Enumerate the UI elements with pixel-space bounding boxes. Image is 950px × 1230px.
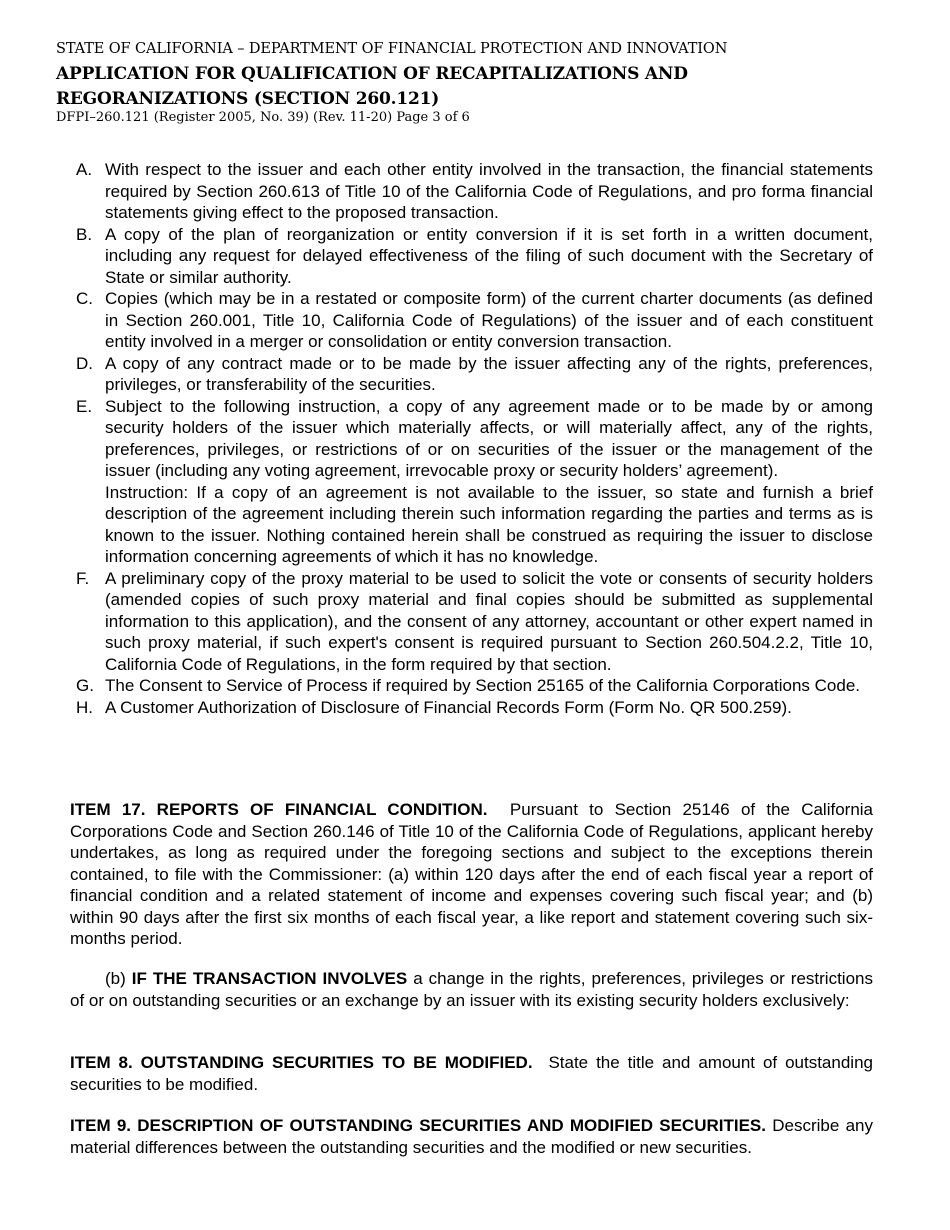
exhibit-item-a xyxy=(76,159,873,224)
item-8-paragraph xyxy=(70,1052,873,1095)
exhibit-text: Subject to the following instruction, a copy of any agreement made or to be made by or among security holders of the issuer which materially affects, or will materially affect, any of the rights, preferences, privileges, or restrictions of or on securities of the issuer or the management of the issuer (including any voting agreement, irrevocable proxy or security holders’ agreement). xyxy=(105,396,873,480)
exhibit-marker: D. xyxy=(76,353,93,373)
section-b-paragraph xyxy=(70,968,873,1011)
exhibit-text: A copy of the plan of reorganization or entity conversion if it is set forth in a written document, including any request for delayed effectiveness of the filing of such document with the Secretary of State or similar authority. xyxy=(105,224,873,287)
exhibit-item-c xyxy=(76,288,873,353)
item-8-text: State the title and amount of outstanding securities to be modified. xyxy=(70,1053,873,1094)
item-17-heading: ITEM 17. REPORTS OF FINANCIAL CONDITION. xyxy=(70,800,488,819)
section-b-prefix: (b) xyxy=(105,969,126,988)
exhibit-text: A Customer Authorization of Disclosure of Financial Records Form (Form No. QR 500.259). xyxy=(105,697,792,717)
form-title: APPLICATION FOR QUALIFICATION OF RECAPITALIZATIONS AND REGORANIZATIONS (SECTION 260.121) xyxy=(56,64,688,109)
exhibit-text: A copy of any contract made or to be made by the issuer affecting any of the rights, preferences, privileges, or transferability of the securities. xyxy=(105,353,873,394)
section-b-text: a change in the rights, preferences, privileges or restrictions of or on outstanding securities or an exchange by an issuer with its existing security holders exclusively: xyxy=(70,969,873,1010)
section-b-heading: IF THE TRANSACTION INVOLVES xyxy=(131,969,408,988)
exhibit-item-h xyxy=(76,697,873,719)
exhibit-text: The Consent to Service of Process if required by Section 25165 of the California Corporations Code. xyxy=(105,676,861,695)
exhibit-marker: C. xyxy=(76,289,93,308)
item-8-heading: ITEM 8. OUTSTANDING SECURITIES TO BE MODIFIED. xyxy=(70,1053,533,1072)
item-17-paragraph xyxy=(70,799,873,950)
exhibit-instruction: Instruction: If a copy of an agreement is not available to the issuer, so state and furnish a brief description of the agreement including therein such information regarding the parties and terms as is known to the issuer. Nothing contained herein shall be construed as requiring the issuer to disclose information concerning agreements of which it has no knowledge. xyxy=(105,482,873,566)
agency-header: STATE OF CALIFORNIA – DEPARTMENT OF FINANCIAL PROTECTION AND INNOVATION xyxy=(56,41,728,57)
exhibit-item-e xyxy=(76,396,873,568)
item-9-paragraph xyxy=(70,1115,873,1158)
exhibit-item-b xyxy=(76,224,873,289)
exhibit-marker: H. xyxy=(76,697,93,717)
exhibit-marker: B. xyxy=(76,224,93,244)
exhibit-text: With respect to the issuer and each other entity involved in the transaction, the financial statements required by Section 260.613 of Title 10 of the California Code of Regulations, and pro forma financial statements giving effect to the proposed transaction. xyxy=(105,160,873,222)
item-9-heading: ITEM 9. DESCRIPTION OF OUTSTANDING SECURITIES AND MODIFIED SECURITIES. xyxy=(70,1116,766,1135)
form-info: DFPI–260.121 (Register 2005, No. 39) (Rev. 11-20) Page 3 of 6 xyxy=(56,110,470,125)
exhibit-text: Copies (which may be in a restated or composite form) of the current charter documents (as defined in Section 260.001, Title 10, California Code of Regulations) of the issuer and of each constituent entity involved in a merger or consolidation or entity conversion transaction. xyxy=(105,289,873,351)
exhibit-text: A preliminary copy of the proxy material to be used to solicit the vote or consents of security holders (amended copies of such proxy material and final copies should be submitted as supplemental information to this application), and the consent of any attorney, accountant or other expert named in such proxy material, if such expert's consent is required pursuant to Section 260.504.2.2, Title 10, California Code of Regulations, in the form required by that section. xyxy=(105,568,873,674)
exhibit-list xyxy=(76,159,873,718)
exhibit-marker: A. xyxy=(76,160,93,179)
exhibit-item-g xyxy=(76,675,873,697)
exhibit-marker: G. xyxy=(76,676,94,695)
exhibit-marker: F. xyxy=(76,568,90,588)
item-17-text: Pursuant to Section 25146 of the California Corporations Code and Section 260.146 of Title 10 of the California Code of Regulations, applicant hereby undertakes, as long as required under the foregoing sections and subject to the exceptions therein contained, to file with the Commissioner: (a) within 120 days after the end of each fiscal year a report of financial condition and a related statement of income and expenses covering such fiscal year; and (b) within 90 days after the first six months of each fiscal year, a like report and statement covering such six-months period. xyxy=(70,800,874,948)
exhibit-marker: E. xyxy=(76,396,93,416)
exhibit-item-d xyxy=(76,353,873,396)
item-9-text: Describe any material differences between the outstanding securities and the modified or new securities. xyxy=(70,1116,873,1157)
exhibit-item-f xyxy=(76,568,873,676)
